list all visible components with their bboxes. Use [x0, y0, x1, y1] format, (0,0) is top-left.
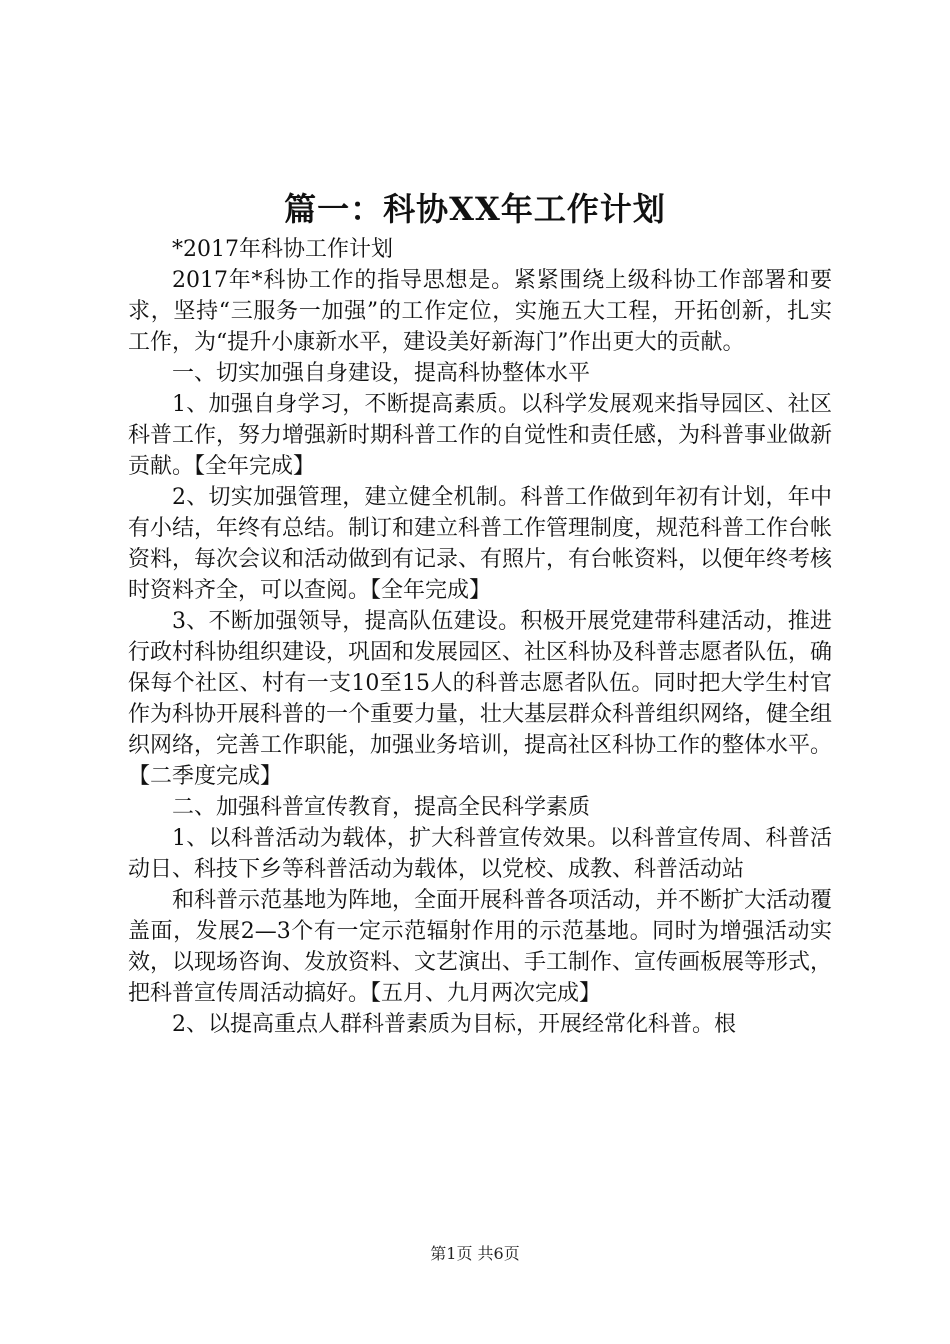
paragraph-heading-line: *2017年科协工作计划: [172, 237, 393, 262]
paragraph-item-2-1: 1、以科普活动为载体，扩大科普宣传效果。以科普宣传周、科普活动日、科技下乡等科普活动为载体，以党校、成教、科普活动站: [128, 826, 832, 882]
paragraph-item-2-1-cont: 和科普示范基地为阵地，全面开展科普各项活动，并不断扩大活动覆盖面，发展2—3个有一定示范辐射作用的示范基地。同时为增强活动实效，以现场咨询、发放资料、文艺演出、手工制作、宣传画板展等形式，把科普宣传周活动搞好。【五月、九月两次完成】: [128, 888, 833, 1006]
document-title: 篇一：科协XX年工作计划: [284, 190, 666, 228]
paragraph-guiding-thought: 2017年*科协工作的指导思想是。紧紧围绕上级科协工作部署和要求，坚持“三服务一加强”的工作定位，实施五大工程，开拓创新，扎实工作，为“提升小康新水平，建设美好新海门”作出更大的贡献。: [128, 268, 832, 355]
paragraph-item-1-2: 2、切实加强管理，建立健全机制。科普工作做到年初有计划，年中有小结，年终有总结。制订和建立科普工作管理制度，规范科普工作台帐资料，每次会议和活动做到有记录、有照片，有台帐资料，以便年终考核时资料齐全，可以查阅。【全年完成】: [128, 485, 833, 603]
document-body: [128, 234, 832, 1040]
section-heading-1: 一、切实加强自身建设，提高科协整体水平: [172, 361, 591, 386]
paragraph-item-2-2: 2、以提高重点人群科普素质为目标，开展经常化科普。根: [172, 1012, 736, 1037]
section-heading-2: 二、加强科普宣传教育，提高全民科学素质: [172, 795, 591, 820]
paragraph-item-1-3: 3、不断加强领导，提高队伍建设。积极开展党建带科建活动，推进行政村科协组织建设，巩固和发展园区、社区科协及科普志愿者队伍，确保每个社区、村有一支10至15人的科普志愿者队伍。同时把大学生村官作为科协开展科普的一个重要力量，壮大基层群众科普组织网络，健全组织网络，完善工作职能，加强业务培训，提高社区科协工作的整体水平。【二季度完成】: [128, 609, 833, 789]
paragraph-item-1-1: 1、加强自身学习，不断提高素质。以科学发展观来指导园区、社区科普工作，努力增强新时期科普工作的自觉性和责任感，为科普事业做新贡献。【全年完成】: [128, 392, 833, 479]
page-number-footer: 第1页 共6页: [430, 1244, 520, 1263]
